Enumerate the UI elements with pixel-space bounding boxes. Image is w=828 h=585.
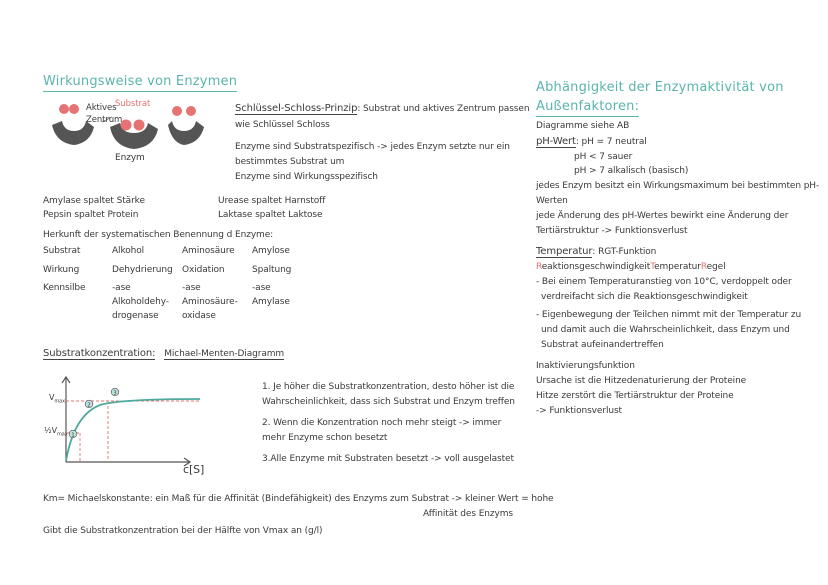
naming-cell: Dehydrierung xyxy=(112,265,173,275)
naming-extra: oxidase xyxy=(182,311,216,321)
substrate-dot xyxy=(69,104,79,114)
ph-heading: pH-Wert xyxy=(536,136,576,147)
note-1a: 1. Je höher die Substratkonzentration, desto höher ist die xyxy=(262,382,515,392)
saturation-curve xyxy=(66,399,200,461)
km-line-2: Affinität des Enzyms xyxy=(423,509,514,519)
substrate-dot xyxy=(59,104,69,114)
lock-key-line-1 xyxy=(235,103,529,115)
inact-heading: Inaktivierungsfunktion xyxy=(536,361,635,371)
naming-extra: Aminosäure- xyxy=(182,297,238,307)
section-title-line-2: Außenfaktoren: xyxy=(536,99,639,117)
ph-neutral: : pH = 7 neutral xyxy=(575,137,647,147)
inact-text-1: Ursache ist die Hitzedenaturierung der Proteine xyxy=(536,376,747,386)
section-title-wirkungsweise: Wirkungsweise von Enzymen xyxy=(43,74,237,92)
temp-line-1 xyxy=(536,246,656,258)
temp-rgt: : RGT-Funktion xyxy=(592,247,657,257)
section-title-line-1: Abhängigkeit der Enzymaktivität von xyxy=(536,80,784,95)
note-1b: Wahrscheinlichkeit, dass sich Substrat und Enzym treffen xyxy=(262,397,515,407)
inact-text-2: Hitze zerstört die Tertiärstruktur der Proteine xyxy=(536,391,734,401)
ph-text-1: jedes Enzym besitzt ein Wirkungsmaximum bei bestimmten pH- xyxy=(536,181,820,191)
lock-key-text: : Substrat und aktives Zentrum passen xyxy=(357,104,530,114)
example-pepsin: Pepsin spaltet Protein xyxy=(43,210,139,220)
substrate-heading: Substratkonzentration: xyxy=(43,348,156,359)
naming-cell: -ase xyxy=(112,283,131,293)
enzyme-shape xyxy=(168,121,204,145)
point-1-label: 1 xyxy=(71,432,75,439)
point-3-label: 3 xyxy=(113,390,117,397)
diagrams-note: Diagramme siehe AB xyxy=(536,121,630,131)
vmax-label: $V_{max}$ xyxy=(49,393,65,405)
naming-cell: -ase xyxy=(182,283,201,293)
note-2a: 2. Wenn die Konzentration noch mehr steigt -> immer xyxy=(262,418,502,428)
lock-key-line-2: wie Schlüssel Schloss xyxy=(235,120,330,130)
naming-cell: Alkohol xyxy=(112,246,145,256)
substrate-subheading: Michael-Menten-Diagramm xyxy=(164,349,285,359)
naming-cell: Aminosäure xyxy=(182,246,235,256)
example-urease: Urease spaltet Harnstoff xyxy=(218,196,326,206)
label-substrat: Substrat xyxy=(115,99,151,109)
naming-cell: Kennsilbe xyxy=(43,283,86,293)
label-enzym: Enzym xyxy=(115,153,145,163)
naming-cell: Substrat xyxy=(43,246,81,256)
temp-bullet-2c: Substrat aufeinandertreffen xyxy=(541,340,664,350)
km-line-3: Gibt die Substratkonzentration bei der Hälfte von Vmax an (g/l) xyxy=(43,526,323,536)
km-line-1: Km= Michaelskonstante: ein Maß für die Affinität (Bindefähigkeit) des Enzyms zum Substrat -> kleiner Wert = hohe xyxy=(43,494,554,504)
example-laktase: Laktase spaltet Laktose xyxy=(218,210,323,220)
temp-heading: Temperatur xyxy=(536,246,593,257)
lock-key-line-4: bestimmtes Substrat um xyxy=(235,157,345,167)
lock-key-line-3: Enzyme sind Substratspezifisch -> jedes Enzym setzte nur ein xyxy=(235,142,510,152)
label-aktives: Aktives xyxy=(86,103,117,113)
ph-text-4: Tertiärstruktur -> Funktionsverlust xyxy=(536,226,688,236)
naming-extra: drogenase xyxy=(112,311,159,321)
ph-text-3: jede Änderung des pH-Wertes bewirkt eine Änderung der xyxy=(536,211,789,221)
substrate-heading-line xyxy=(43,348,284,360)
naming-cell: Spaltung xyxy=(252,265,292,275)
temp-bullet-1a: - Bei einem Temperaturanstieg von 10°C, verdoppelt oder xyxy=(536,277,792,287)
ph-line-1 xyxy=(536,136,647,148)
point-2-label: 2 xyxy=(87,402,91,409)
ph-alkalisch: pH > 7 alkalisch (basisch) xyxy=(574,166,689,176)
lock-key-heading: Schlüssel-Schloss-Prinzip xyxy=(235,103,358,114)
label-zentrum: Zentrum xyxy=(86,115,123,125)
note-3: 3.Alle Enzyme mit Substraten besetzt -> voll ausgelastet xyxy=(262,454,514,464)
half-vmax-label: $\frac{1}{2}V_{max}$ xyxy=(44,426,68,438)
naming-cell: -ase xyxy=(252,283,271,293)
note-2b: mehr Enzyme schon besetzt xyxy=(262,433,388,443)
temp-bullet-2b: und damit auch die Wahrscheinlichkeit, dass Enzym und xyxy=(541,325,790,335)
naming-cell: Amylose xyxy=(252,246,290,256)
inact-text-3: -> Funktionsverlust xyxy=(536,406,622,416)
ph-sauer: pH < 7 sauer xyxy=(574,152,633,162)
substrate-dot xyxy=(134,120,145,131)
naming-extra: Alkoholdehy- xyxy=(112,297,169,307)
naming-heading: Herkunft der systematischen Benennung d Enzyme: xyxy=(43,230,274,240)
x-axis-label: c[S] xyxy=(183,463,205,476)
example-amylase: Amylase spaltet Stärke xyxy=(43,196,145,206)
lock-key-line-5: Enzyme sind Wirkungsspezifisch xyxy=(235,172,378,182)
rgt-full: ReaktionsgeschwindigkeitTemperaturRegel xyxy=(536,262,726,272)
naming-cell: Oxidation xyxy=(182,265,225,275)
ph-text-2: Werten xyxy=(536,196,568,206)
substrate-dot xyxy=(186,106,196,116)
naming-cell: Wirkung xyxy=(43,265,80,275)
naming-extra: Amylase xyxy=(252,297,290,307)
substrate-dot xyxy=(172,106,182,116)
temp-bullet-1b: verdreifacht sich die Reaktionsgeschwindigkeit xyxy=(541,292,748,302)
temp-bullet-2a: - Eigenbewegung der Teilchen nimmt mit der Temperatur zu xyxy=(536,310,802,320)
